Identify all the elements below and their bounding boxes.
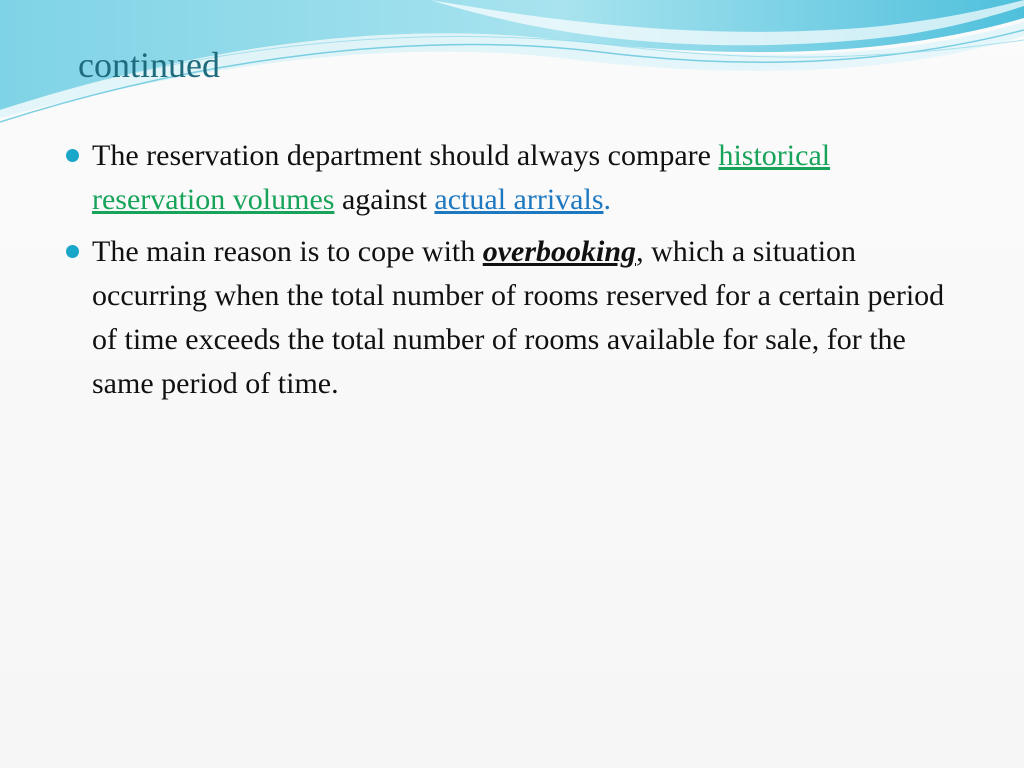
bullet-dot-icon: [66, 245, 79, 258]
bullet-item: [62, 230, 962, 406]
bullet-text: The reservation department should always compare: [92, 139, 719, 172]
historical-reservation-volumes-link[interactable]: historical reservation volumes: [92, 139, 831, 216]
bullet-dot-icon: [66, 149, 79, 162]
slide-title: continued: [78, 45, 220, 85]
bullet-text: against: [334, 183, 435, 216]
bullet-text: .: [603, 183, 611, 216]
overbooking-emphasis: overbooking: [482, 235, 637, 268]
bullet-item: [62, 134, 962, 222]
bullet-text: , which a situation occurring when the total number of rooms reserved for a certain period of time exceeds the total number of rooms available for sale, for the same period of time.: [92, 235, 945, 400]
bullet-list: [62, 134, 962, 414]
actual-arrivals-link[interactable]: actual arrivals: [434, 183, 604, 216]
bullet-text: The main reason is to cope with: [92, 235, 483, 268]
